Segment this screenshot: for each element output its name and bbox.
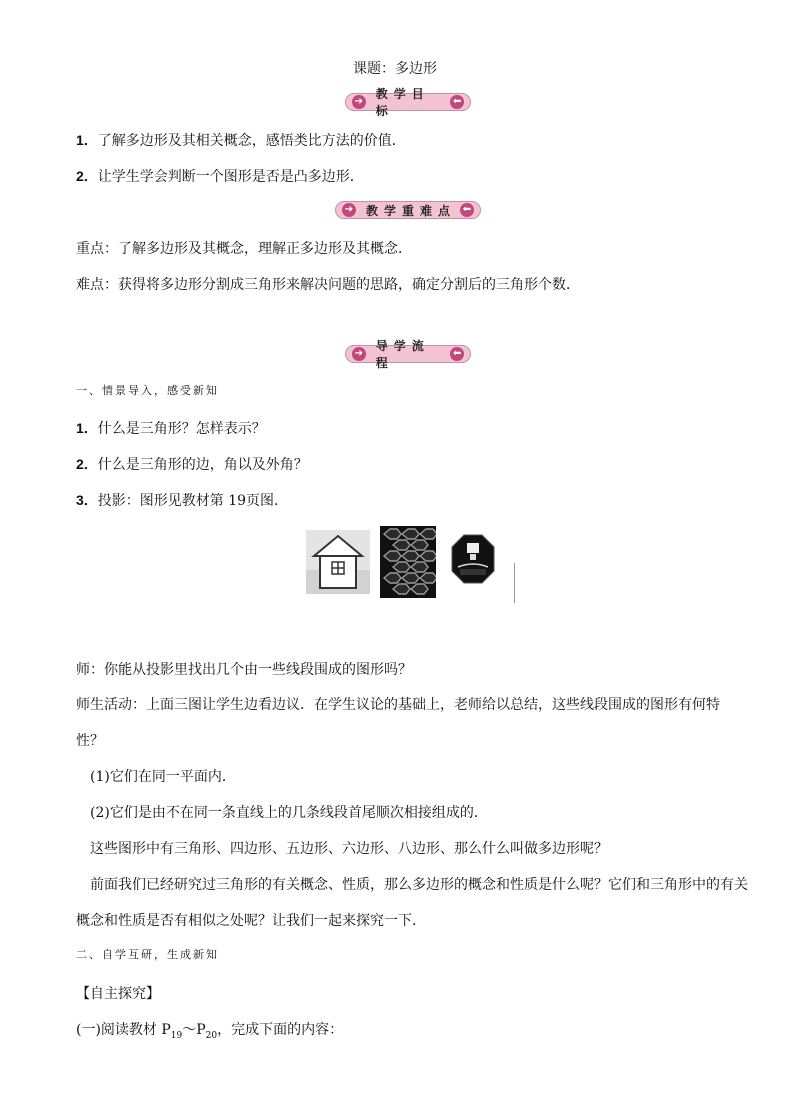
arrow-right-icon: ➔ — [342, 203, 356, 217]
comparison-line-2: 概念和性质是否有相似之处呢？让我们一起来探究一下． — [76, 913, 426, 929]
arrow-left-icon: ⬅ — [460, 203, 474, 217]
arrow-left-icon: ⬅ — [450, 95, 464, 109]
question-num: 3． — [76, 492, 98, 508]
polygon-question: 这些图形中有三角形、四边形、五边形、六边形、八边形、那么什么叫做多边形呢？ — [90, 841, 608, 857]
section-banner-goals — [345, 87, 471, 118]
goal-text: 让学生学会判断一个图形是否是凸多边形． — [97, 169, 364, 185]
section-label: 教学目标 — [375, 87, 430, 118]
house-image — [306, 530, 370, 594]
octagon-picture — [450, 533, 496, 585]
read-suffix: ，完成下面的内容： — [217, 1022, 344, 1038]
section-banner-flow — [345, 339, 471, 370]
page-title: 课题：多边形 — [353, 61, 437, 77]
question-1 — [76, 418, 266, 438]
goal-num: 1． — [76, 132, 98, 148]
goal-2 — [76, 166, 364, 186]
page-end: 20 — [205, 1030, 218, 1041]
read-mid: ～P — [182, 1022, 206, 1038]
arrow-left-icon: ⬅ — [450, 347, 464, 361]
comparison-line-1: 前面我们已经研究过三角形的有关概念、性质，那么多边形的概念和性质是什么呢？它们和三角形中的有关 — [90, 877, 748, 893]
goal-num: 2． — [76, 168, 98, 184]
part1-heading: 一、情景导入，感受新知 — [76, 384, 219, 397]
question-text: 什么是三角形？怎样表示？ — [97, 421, 266, 437]
divider-line — [514, 563, 515, 603]
read-prefix: (一)阅读教材 P — [76, 1022, 171, 1038]
teacher-question: 师：你能从投影里找出几个由一些线段围成的图形吗？ — [76, 662, 412, 678]
page-start: 19 — [170, 1030, 183, 1041]
section-banner-key-points — [332, 201, 484, 219]
arrow-right-icon: ➔ — [352, 347, 366, 361]
question-text: 什么是三角形的边，角以及外角？ — [97, 457, 308, 473]
question-text: 投影：图形见教材第 19页图． — [97, 493, 289, 509]
question-num: 1． — [76, 420, 98, 436]
arrow-right-icon: ➔ — [352, 95, 366, 109]
section-label: 导学流程 — [375, 339, 430, 370]
key-important: 重点：了解多边形及其概念，理解正多边形及其概念． — [76, 241, 412, 257]
key-difficult: 难点：获得将多边形分割成三角形来解决问题的思路，确定分割后的三角形个数． — [76, 277, 580, 293]
activity-line-2: 性？ — [76, 733, 104, 749]
reading-instruction — [76, 1019, 343, 1041]
question-3 — [76, 490, 288, 510]
house-picture — [306, 530, 370, 594]
goal-1 — [76, 130, 406, 150]
property-1: (1)它们在同一平面内． — [90, 769, 236, 785]
honeycomb-picture — [380, 526, 436, 598]
explore-heading: 【自主探究】 — [76, 986, 160, 1002]
property-2: (2)它们是由不在同一条直线上的几条线段首尾顺次相接组成的． — [90, 805, 488, 821]
goal-text: 了解多边形及其相关概念，感悟类比方法的价值． — [97, 133, 406, 149]
section-label: 教学重难点 — [365, 203, 456, 218]
question-num: 2． — [76, 456, 98, 472]
octagon-sign-image — [450, 533, 496, 585]
activity-line-1: 师生活动：上面三图让学生边看边议．在学生议论的基础上，老师给以总结，这些线段围成的图形有何特 — [76, 697, 720, 713]
question-2 — [76, 454, 308, 474]
honeycomb-image — [380, 526, 436, 598]
part2-heading: 二、自学互研，生成新知 — [76, 948, 219, 961]
